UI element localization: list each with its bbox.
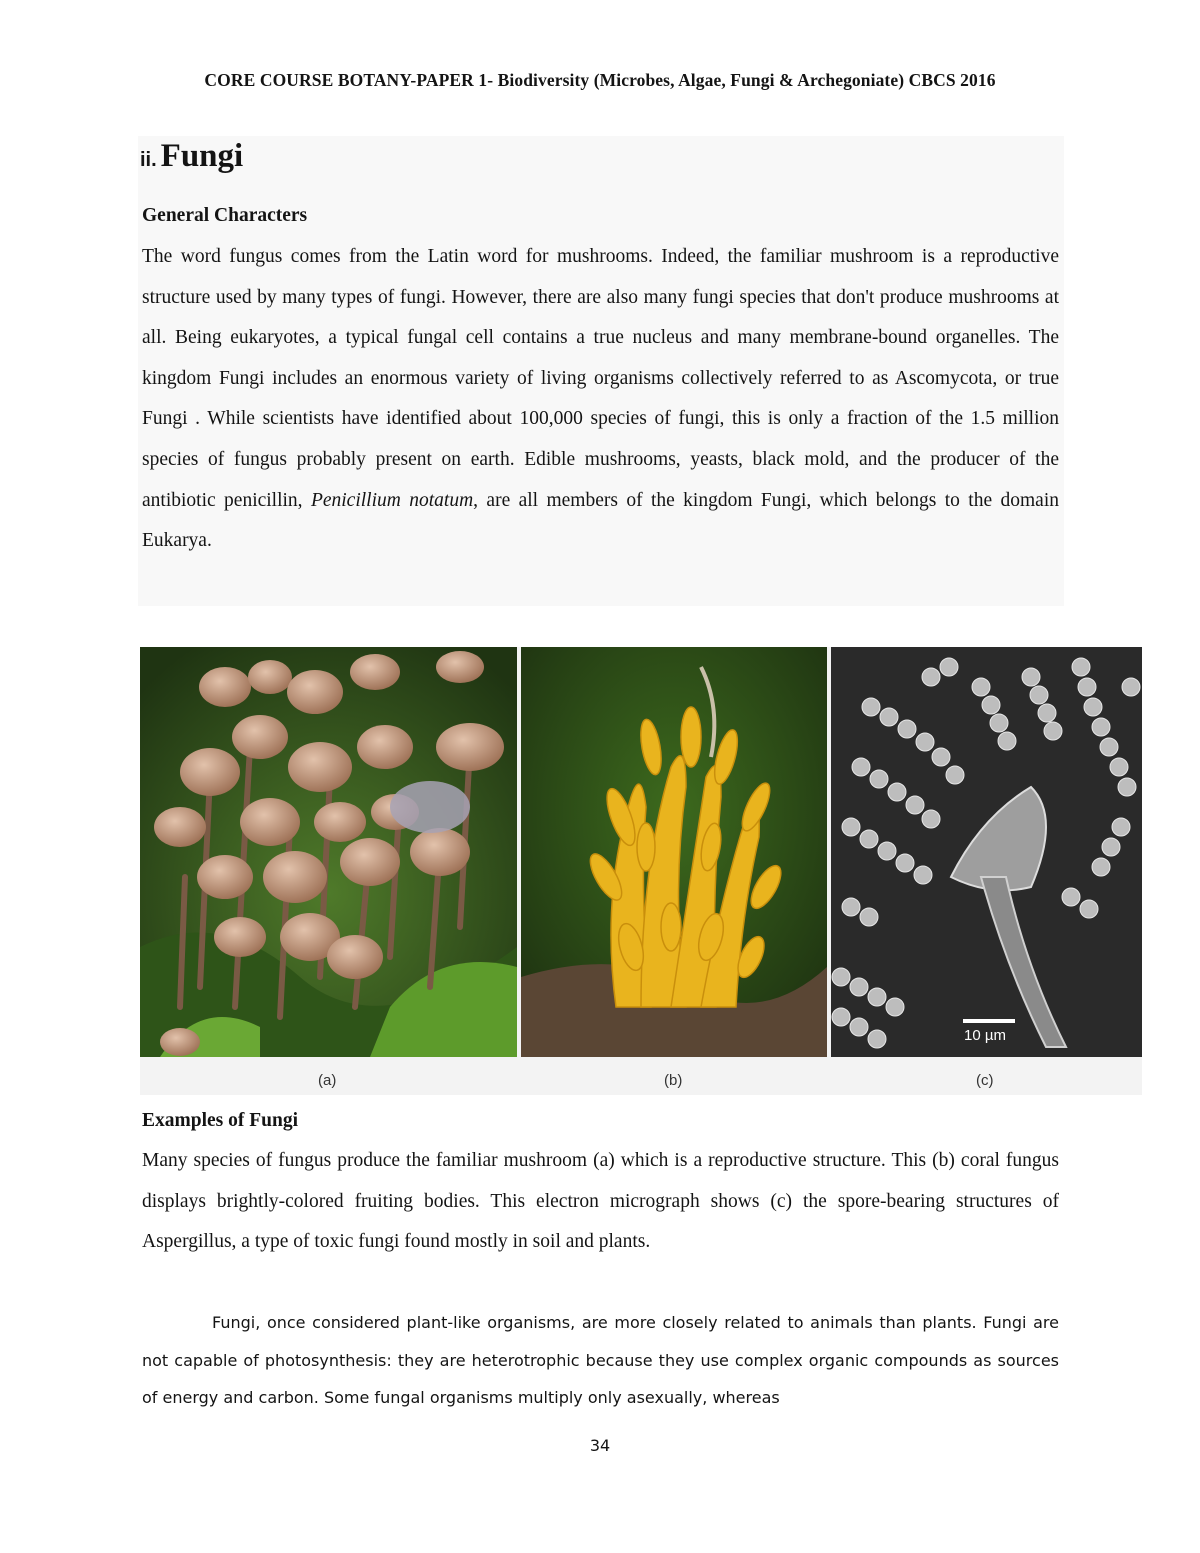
general-characters-heading: General Characters bbox=[142, 205, 308, 226]
caption-c: (c) bbox=[976, 1072, 994, 1089]
section-title bbox=[140, 138, 243, 175]
micrograph-photo-panel bbox=[831, 647, 1142, 1057]
caption-b: (b) bbox=[664, 1072, 683, 1089]
mushroom-illustration bbox=[140, 647, 517, 1057]
body-paragraph: Fungi, once considered plant-like organisms, are more closely related to animals than plants. Fungi are not capable of photosynthesis: they are heterotrophic because they use complex organic compounds as sources of energy and carbon. Some fungal organisms multiply only asexually, whereas bbox=[142, 1313, 1059, 1407]
caption-a: (a) bbox=[318, 1072, 337, 1089]
coral-fungus-photo-panel bbox=[521, 647, 827, 1057]
general-text-part-1: The word fungus comes from the Latin word for mushrooms. Indeed, the familiar mushroom is a reproductive structure used by many types of fungi. However, there are also many fungi species that don't produce mushrooms at all. Being eukaryotes, a typical fungal cell contains a true nucleus and many membrane-bound organelles. The kingdom Fungi includes an enormous variety of living organisms collectively referred to as Ascomycota, or true Fungi . While scientists have identified about 100,000 species of fungi, this is only a fraction of the 1.5 million species of fungus probably present on earth. Edible mushrooms, yeasts, black mold, and the producer of the antibiotic penicillin, bbox=[142, 246, 1059, 511]
running-header: CORE COURSE BOTANY-PAPER 1- Biodiversity (Microbes, Algae, Fungi & Archegoniate) CBCS 2016 bbox=[204, 70, 996, 90]
scale-bar-label: 10 µm bbox=[964, 1027, 1006, 1044]
examples-heading: Examples of Fungi bbox=[142, 1110, 299, 1131]
section-number: ii. bbox=[140, 149, 157, 171]
examples-paragraph: Many species of fungus produce the familiar mushroom (a) which is a reproductive structure. This (b) coral fungus displays brightly-colored fruiting bodies. This electron micrograph shows (c) the spore-bearing structures of Aspergillus, a type of toxic fungi found mostly in soil and plants. bbox=[142, 1150, 1059, 1253]
section-title-text: Fungi bbox=[160, 138, 244, 174]
species-name-italic: Penicillium notatum bbox=[310, 489, 474, 511]
coral-fungus-illustration bbox=[521, 647, 827, 1057]
mushroom-photo-panel bbox=[140, 647, 517, 1057]
general-characters-paragraph bbox=[142, 237, 1059, 562]
fungi-figure bbox=[140, 647, 1142, 1095]
page-number: 34 bbox=[589, 1436, 611, 1455]
aspergillus-illustration bbox=[831, 647, 1142, 1057]
general-text-part-2: , are all members of the kingdom Fungi, which belongs to the domain Eukarya. bbox=[142, 489, 1060, 552]
